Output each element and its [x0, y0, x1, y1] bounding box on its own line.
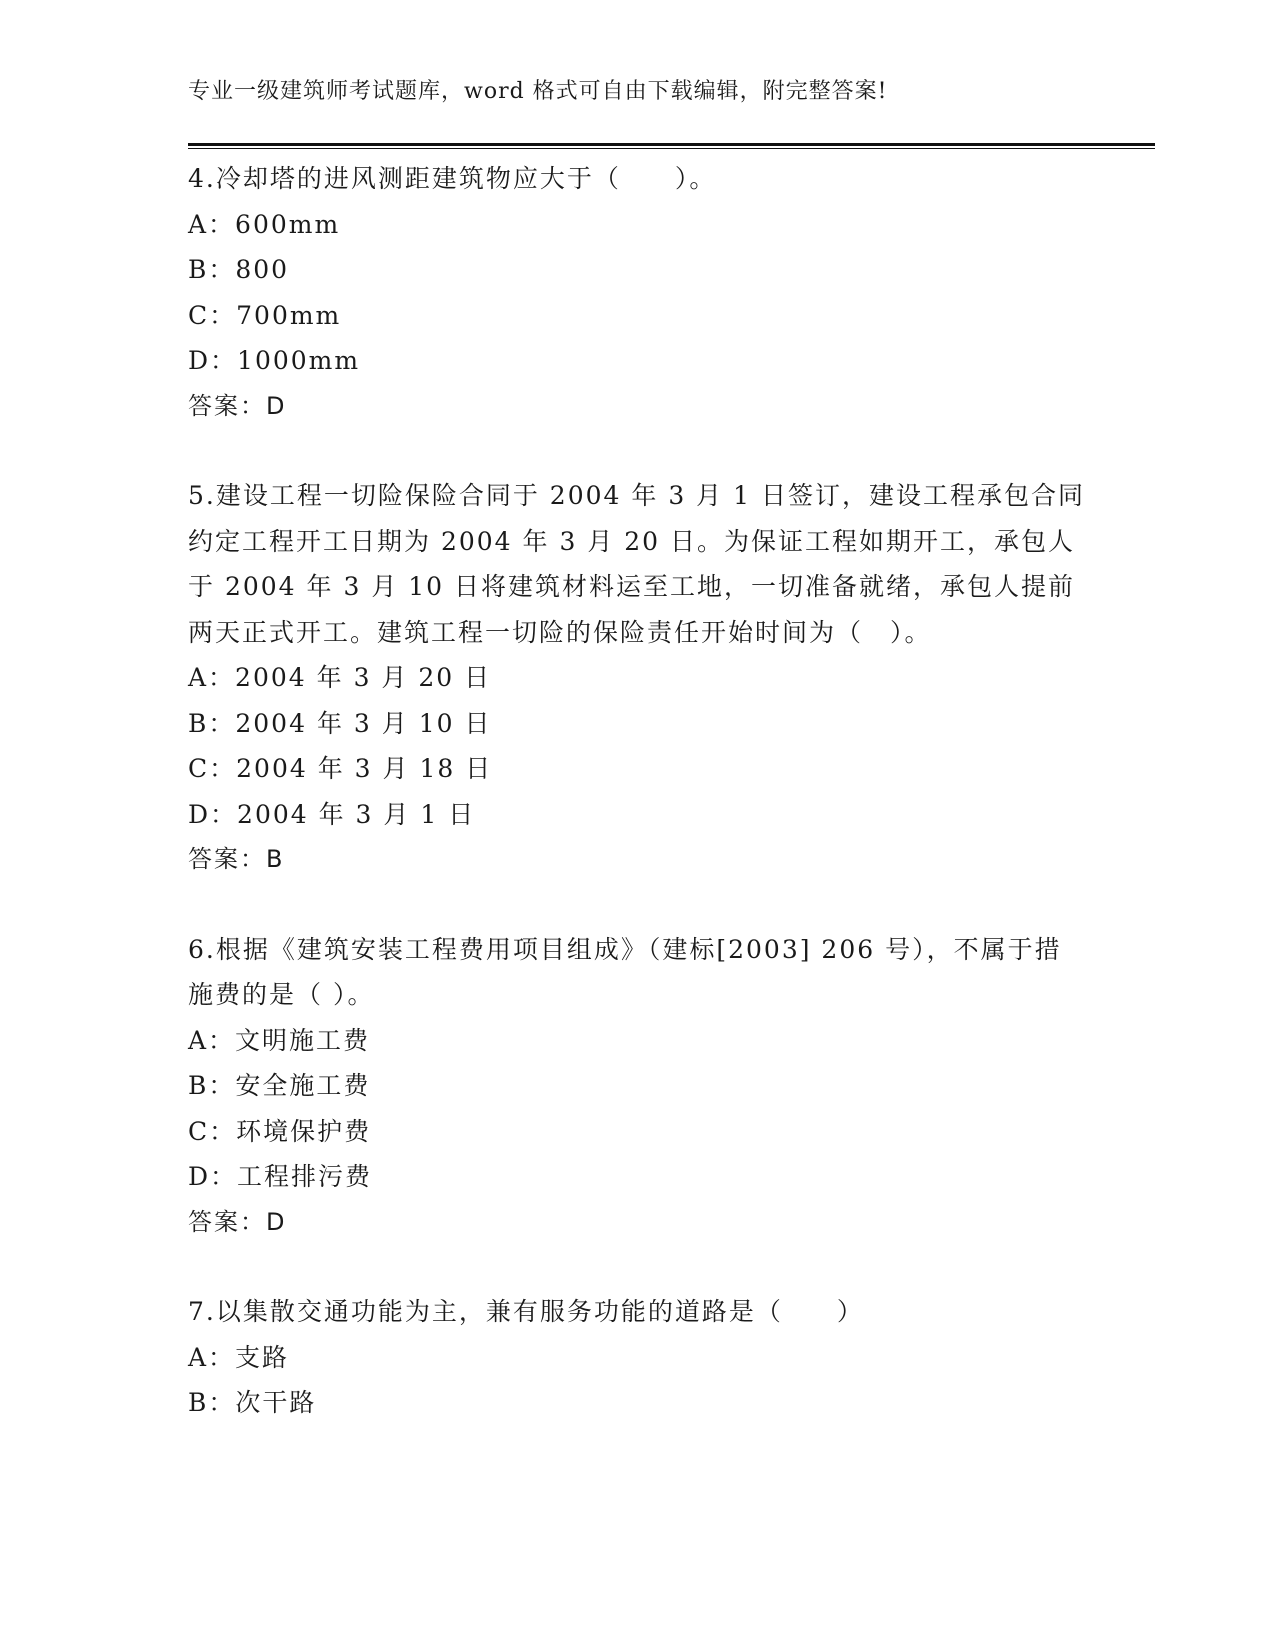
option-a: A：支路	[188, 1342, 290, 1372]
question-text: 7.以集散交通功能为主，兼有服务功能的道路是（ ）	[188, 1297, 864, 1326]
answer-line: 答案：D	[188, 391, 287, 420]
question-text: 6.根据《建筑安装工程费用项目组成》（建标[2003] 206 号），不属于措施费的是（ ）。	[188, 934, 1062, 1009]
question-item	[188, 156, 1088, 429]
question-item	[188, 927, 1088, 1246]
question-item	[188, 1289, 1088, 1426]
question-list	[188, 156, 1088, 1426]
option-c: C：2004 年 3 月 18 日	[188, 754, 493, 783]
option-b: B：安全施工费	[188, 1071, 371, 1100]
question-item	[188, 473, 1088, 883]
option-b: B：2004 年 3 月 10 日	[188, 708, 492, 738]
option-c: C：环境保护费	[188, 1116, 372, 1146]
question-text: 5.建设工程一切险保险合同于 2004 年 3 月 1 日签订，建设工程承包合同约定工程开工日期为 2004 年 3 月 20 日。为保证工程如期开工，承包人于 2004 年 3 月 10 日将建筑材料运至工地，一切准备就绪，承包人提前两天正式开工。建筑工程一切险的保险责任开始时间为（ ）。	[188, 481, 1085, 647]
answer-line: 答案：B	[188, 845, 285, 873]
option-a: A：600mm	[188, 209, 341, 239]
question-text: 4.冷却塔的进风测距建筑物应大于（ ）。	[188, 164, 717, 193]
option-d: D：工程排污费	[188, 1162, 373, 1191]
option-b: B：800	[188, 255, 290, 284]
option-d: D：1000mm	[188, 346, 361, 375]
option-a: A：文明施工费	[188, 1025, 371, 1055]
answer-line: 答案：D	[188, 1207, 287, 1236]
option-c: C：700mm	[188, 300, 342, 330]
page-header: 专业一级建筑师考试题库，word 格式可自由下载编辑，附完整答案!	[188, 79, 888, 104]
header-divider	[188, 143, 1155, 149]
option-d: D：2004 年 3 月 1 日	[188, 799, 476, 829]
option-a: A：2004 年 3 月 20 日	[188, 663, 492, 692]
option-b: B：次干路	[188, 1388, 317, 1417]
